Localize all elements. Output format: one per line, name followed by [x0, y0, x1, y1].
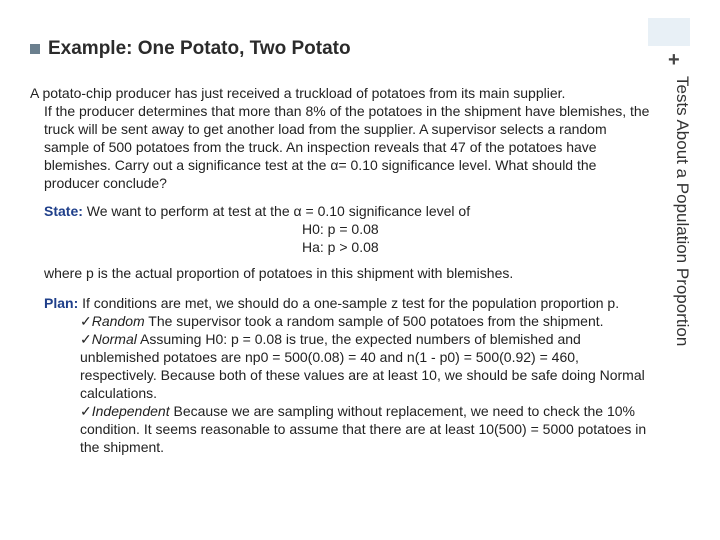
random-text: The supervisor took a random sample of 500 potatoes from the shipment. — [144, 313, 604, 329]
state-section — [30, 202, 650, 256]
independent-text: Because we are sampling without replacement, we need to check the 10% condition. It seems reasonable to assume that there are at least 10(500) = 5000 potatoes in the shipment. — [80, 403, 647, 455]
state-label: State: — [44, 203, 83, 219]
null-hypothesis: H0: p = 0.08 — [302, 221, 379, 237]
slide-title-row — [30, 38, 351, 60]
side-title-container — [668, 76, 696, 406]
independent-label: Independent — [91, 403, 170, 419]
check-mark-icon: ✓ — [80, 313, 92, 329]
condition-independent — [44, 402, 650, 456]
slide-body — [30, 84, 650, 456]
header-accent-bar — [648, 18, 690, 46]
plan-section — [30, 294, 650, 456]
condition-normal — [44, 330, 650, 402]
plan-label: Plan: — [44, 295, 79, 311]
side-title: Tests About a Population Proportion — [673, 76, 692, 347]
problem-paragraph — [30, 84, 650, 192]
parameter-definition: where p is the actual proportion of potatoes in this shipment with blemishes. — [44, 265, 514, 281]
check-mark-icon: ✓ — [80, 403, 92, 419]
square-bullet-icon — [30, 44, 40, 54]
slide-title: Example: One Potato, Two Potato — [48, 38, 351, 59]
check-mark-icon: ✓ — [80, 331, 92, 347]
alternative-hypothesis: Ha: p > 0.08 — [302, 239, 379, 255]
plan-text: If conditions are met, we should do a one-sample z test for the population proportion p. — [78, 295, 620, 311]
condition-random — [44, 312, 650, 330]
problem-rest: If the producer determines that more than 8% of the potatoes in the shipment have blemishes, the truck will be sent away to get another load from the supplier. A supervisor selects a random sample of 500 potatoes from the truck. An inspection reveals that 47 of the potatoes have blemishes. Carry out a significance test at the α= 0.10 significance level. What should the producer conclude? — [44, 103, 650, 191]
normal-label: Normal — [91, 331, 137, 347]
random-label: Random — [91, 313, 145, 329]
problem-first-line: A potato-chip producer has just received a truckload of potatoes from its main supplier. — [30, 85, 566, 101]
state-text: We want to perform at test at the α = 0.10 significance level of — [82, 203, 471, 219]
normal-text: Assuming H0: p = 0.08 is true, the expected numbers of blemished and unblemished potatoes are np0 = 500(0.08) = 40 and n(1 - p0) = 500(0.92) = 460, respectively. Because both of these values are at least 10, we should be safe doing Normal calculations. — [80, 331, 645, 401]
plus-icon: + — [668, 49, 680, 71]
